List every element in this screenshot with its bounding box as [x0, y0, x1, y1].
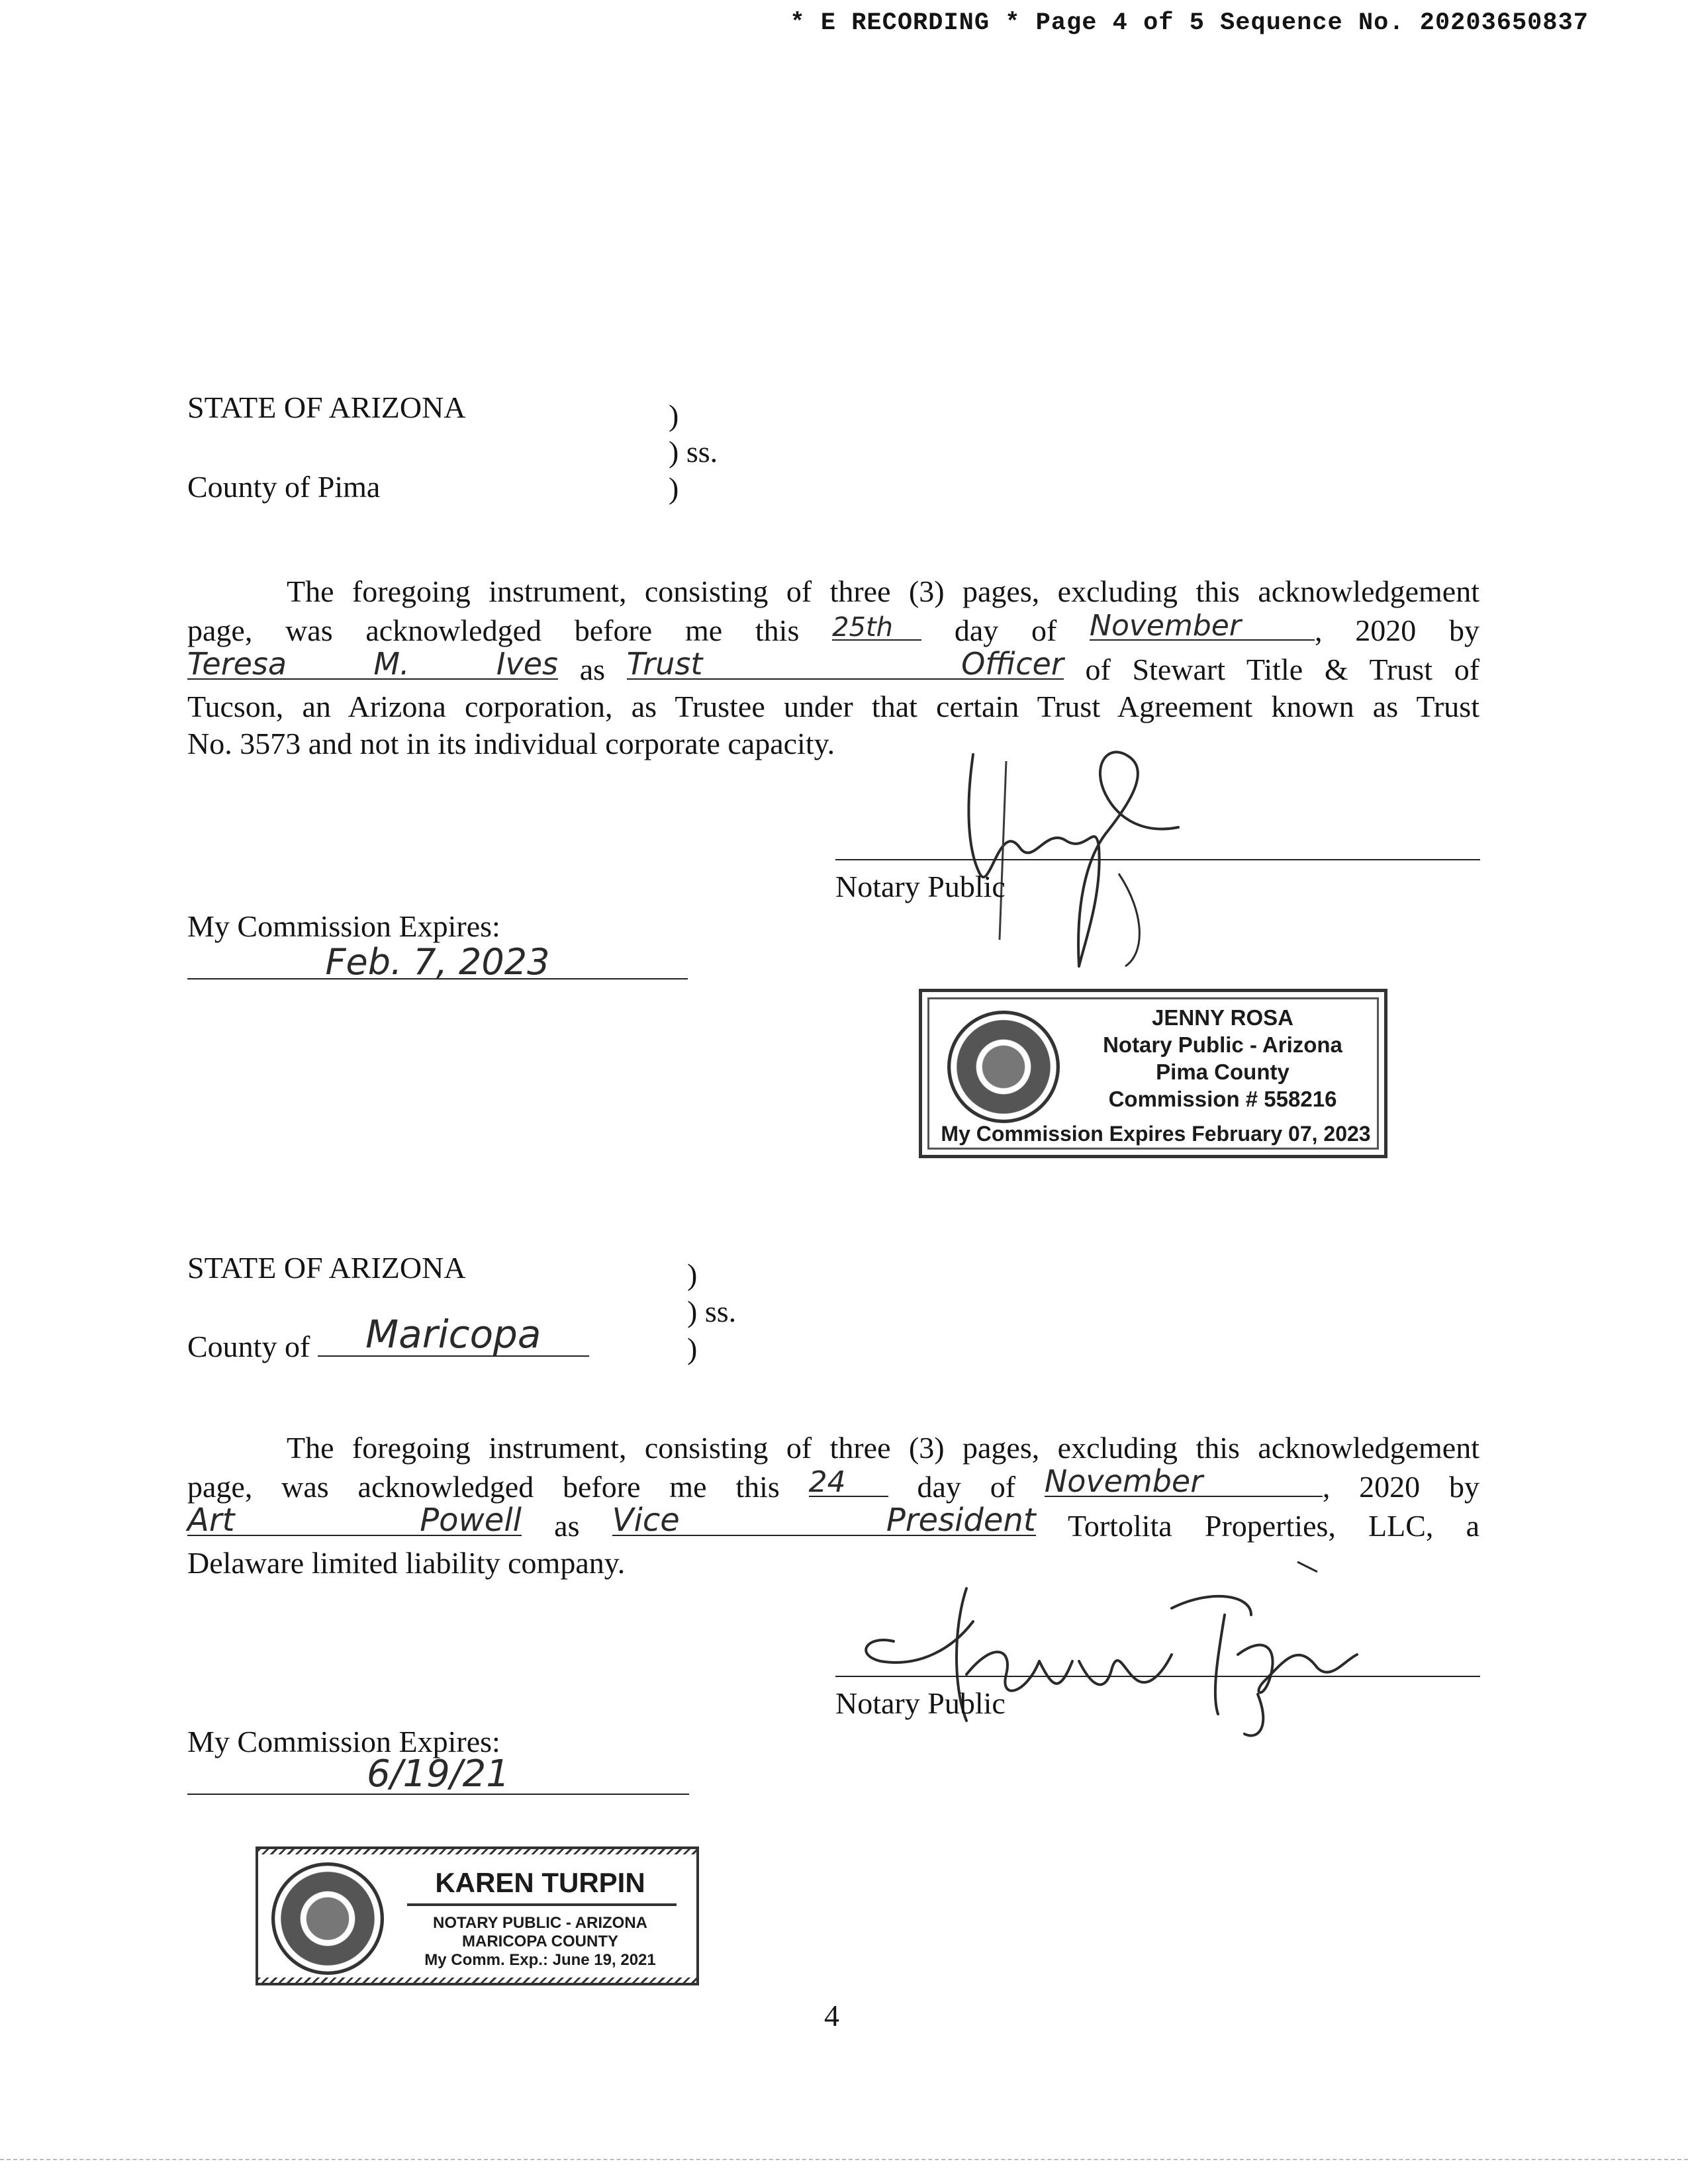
ack2-line2-text-c: , 2020 by — [1322, 1470, 1479, 1504]
stamp-1-text — [1074, 1004, 1371, 1113]
stamp-1-name: JENNY ROSA — [1152, 1005, 1293, 1030]
month-blank-1 — [1090, 610, 1315, 641]
day-blank-2 — [809, 1467, 888, 1497]
notary-signature-line-2 — [835, 1676, 1480, 1677]
hand-day-2: 24 — [808, 1465, 846, 1499]
county-blank-2 — [318, 1312, 589, 1357]
ack2-line2-text-b: day of — [917, 1470, 1016, 1504]
stamp-2-line3: My Comm. Exp.: June 19, 2021 — [424, 1951, 656, 1969]
ack1-line4: Tucson, an Arizona corporation, as Trustee under that certain Trust Agreement known as Trust — [187, 690, 1479, 723]
notary-signature-line-1 — [835, 859, 1480, 860]
hand-month-1: November — [1090, 609, 1241, 643]
commission-label-1: My Commission Expires: — [187, 909, 500, 943]
title-blank-1 — [626, 646, 1064, 682]
hand-day-1: 25th — [832, 612, 894, 643]
commission-blank-1 — [187, 940, 688, 983]
notary-label-1: Notary Public — [835, 870, 1006, 903]
stamp-2-name: KAREN TURPIN — [435, 1867, 645, 1898]
commission-label-2: My Commission Expires: — [187, 1725, 500, 1758]
venue-paren-bottom-1: ) — [669, 471, 679, 505]
ack1-line3-as: as — [579, 653, 606, 686]
recording-header: * E RECORDING * Page 4 of 5 Sequence No. 20203650837 — [790, 9, 1589, 37]
ack1-line1: The foregoing instrument, consisting of three (3) pages, excluding this acknowledgement — [287, 574, 1479, 608]
stamp-1-line1: Notary Public - Arizona — [1103, 1032, 1342, 1057]
arizona-seal-icon-2 — [271, 1862, 384, 1975]
hand-county-2: Maricopa — [365, 1312, 541, 1357]
notary-stamp-1 — [919, 989, 1387, 1158]
ack2-line4: Delaware limited liability company. — [187, 1546, 626, 1580]
county-heading-2 — [187, 1312, 589, 1365]
month-blank-2 — [1044, 1463, 1323, 1499]
hand-name-1: Teresa M. Ives — [187, 646, 558, 682]
county-heading-1: County of Pima — [187, 470, 381, 504]
venue-paren-bottom-2: ) — [687, 1332, 698, 1365]
stamp-2-text — [397, 1914, 683, 1970]
stamp-2-line1: NOTARY PUBLIC - ARIZONA — [433, 1914, 647, 1932]
ack1-line2-text-a: page, was acknowledged before me this — [187, 614, 800, 647]
acknowledgement-paragraph-1 — [187, 573, 1479, 762]
name-blank-1 — [187, 646, 558, 682]
ack1-line2 — [187, 610, 1479, 649]
venue-ss-1: ) ss. — [669, 435, 718, 469]
ack1-line5: No. 3573 and not in its individual corporate capacity. — [187, 727, 835, 760]
commission-blank-2 — [187, 1752, 689, 1796]
scan-edge-line — [0, 2159, 1688, 2160]
ack2-line2-text-a: page, was acknowledged before me this — [187, 1470, 780, 1504]
arizona-seal-icon — [947, 1011, 1060, 1123]
venue-paren-top-2: ) — [687, 1257, 698, 1291]
stamp-1-line4: My Commission Expires February 07, 2023 — [941, 1122, 1371, 1146]
hand-title-1: Trust Officer — [626, 646, 1064, 682]
title-blank-2 — [612, 1502, 1036, 1539]
ack2-line3-text-c: Tortolita Properties, LLC, a — [1067, 1509, 1479, 1543]
ack1-line3 — [187, 646, 1480, 688]
stamp-1-line2: Pima County — [1156, 1060, 1289, 1084]
ack2-line1: The foregoing instrument, consisting of three (3) pages, excluding this acknowledgement — [287, 1431, 1479, 1465]
notary-signature-1 — [927, 741, 1271, 979]
name-blank-2 — [187, 1502, 522, 1539]
ack1-line3-text-c: of Stewart Title & Trust of — [1085, 653, 1480, 686]
hand-commission-1: Feb. 7, 2023 — [325, 941, 550, 983]
venue-ss-2: ) ss. — [687, 1295, 737, 1328]
state-heading-1: STATE OF ARIZONA — [187, 390, 466, 424]
venue-paren-top-1: ) — [669, 398, 679, 432]
hand-title-2: Vice President — [612, 1502, 1036, 1539]
ack2-line2 — [187, 1463, 1479, 1506]
hand-commission-2: 6/19/21 — [367, 1752, 510, 1796]
state-heading-2: STATE OF ARIZONA — [187, 1251, 466, 1285]
notary-stamp-2 — [256, 1846, 699, 1985]
hand-name-2: Art Powell — [187, 1502, 522, 1539]
notary-label-2: Notary Public — [835, 1686, 1006, 1720]
day-blank-1 — [832, 610, 921, 641]
ack2-line3 — [187, 1502, 1479, 1545]
ack2-line3-as: as — [554, 1509, 580, 1543]
ack1-line2-text-b: day of — [954, 614, 1057, 647]
ack1-line2-text-c: , 2020 by — [1315, 614, 1479, 647]
hand-month-2: November — [1044, 1463, 1203, 1499]
stamp-2-line2: MARICOPA COUNTY — [462, 1933, 618, 1950]
page-number: 4 — [824, 1999, 839, 2032]
stamp-1-line3: Commission # 558216 — [1108, 1087, 1337, 1111]
county-label-2: County of — [187, 1330, 310, 1363]
